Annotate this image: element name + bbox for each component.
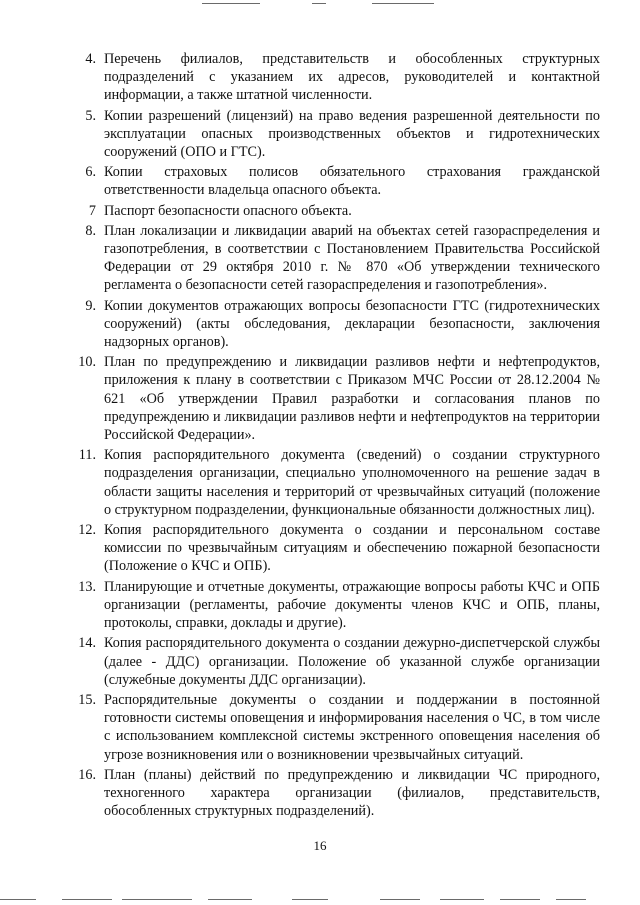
item-text: Перечень филиалов, представительств и обособленных структурных подразделений с указанием их адресов, руководителей и контактной информации, а также штатной численности.: [104, 51, 600, 104]
item-number: 11.: [78, 447, 96, 464]
item-text: Копия распорядительного документа о создании и персональном составе комиссии по чрезвычайным ситуациям и обеспечению пожарной безопасности (Положение о КЧС и ОПБ).: [104, 522, 600, 575]
item-number: 9.: [85, 297, 96, 314]
item-text: Копии разрешений (лицензий) на право ведения разрешенной деятельности по эксплуатации опасных производственных объектов и гидротехнических сооружений (ОПО и ГТС).: [104, 107, 600, 161]
item-text: Копия распорядительного документа (сведений) о создании структурного подразделения организации, специально уполномоченного на решение задач в области защиты населения и территорий от чрезвычайных ситуаций (положение о структурном подразделении, функциональные обязанности должностных лиц).: [104, 447, 600, 518]
item-text: Распорядительные документы о создании и поддержании в постоянной готовности системы оповещения и информирования населения о ЧС, в том числе с использованием комплексной системы экстренного оповещения населения об угрозе возникновения или о возникновении чрезвычайных ситуаций.: [104, 691, 600, 763]
list-item: [70, 297, 600, 352]
item-text: План (планы) действий по предупреждению и ликвидации ЧС природного, техногенного характера организации (филиалов, представительств, обособленных структурных подразделений).: [104, 766, 600, 820]
item-text: Копии страховых полисов обязательного страхования гражданской ответственности владельца опасного объекта.: [104, 164, 600, 199]
item-text: План по предупреждению и ликвидации разливов нефти и нефтепродуктов, приложения к плану в соответствии с Приказом МЧС России от 28.12.2004 № 621 «Об утверждении Правил разработки и согласования планов по предупреждению и ликвидации разливов нефти и нефтепродуктов на территории Российской Федерации».: [104, 354, 600, 444]
item-number: 12.: [78, 522, 96, 539]
list-item: [70, 163, 600, 199]
item-text: Копии документов отражающих вопросы безопасности ГТС (гидротехнических сооружений) (акты обследования, декларации безопасности, заключения надзорных органов).: [104, 297, 600, 351]
page-number: 16: [313, 838, 327, 853]
item-number: 13.: [78, 578, 96, 595]
bottom-scan-edge: [0, 899, 640, 901]
item-number: 7: [88, 202, 96, 219]
list-item: [70, 222, 600, 295]
item-number: 14.: [78, 635, 96, 652]
list-item: [70, 521, 600, 576]
item-number: 4.: [85, 51, 96, 67]
list-item: [70, 107, 600, 162]
item-text: План локализации и ликвидации аварий на объектах сетей газораспределения и газопотребления, в соответствии с Постановлением Правительства Российской Федерации от 29 октября 2010 г. № 870 «Об утверждении технического регламента о безопасности сетей газораспределения и газопотребления».: [104, 222, 600, 294]
list-item: [70, 634, 600, 689]
list-item: [70, 766, 600, 821]
item-text: Планирующие и отчетные документы, отражающие вопросы работы КЧС и ОПБ организации (регламенты, рабочие документы членов КЧС и ОПБ, планы, протоколы, справки, доклады и другие).: [104, 578, 600, 632]
top-scan-edge: [0, 3, 640, 5]
list-item: [70, 446, 600, 519]
list-item: [70, 50, 600, 105]
item-number: 8.: [85, 222, 96, 239]
item-text: Паспорт безопасности опасного объекта.: [104, 202, 352, 219]
list-item: [70, 578, 600, 633]
requirements-list: [70, 50, 600, 822]
item-text: Копия распорядительного документа о создании дежурно-диспетчерской службы (далее - ДДС) организации. Положение об указанной службе организации (служебные документы ДДС организации).: [104, 635, 600, 688]
item-number: 5.: [85, 107, 96, 124]
item-number: 16.: [78, 766, 96, 783]
list-item: [70, 202, 600, 220]
item-number: 10.: [78, 354, 96, 371]
item-number: 6.: [85, 164, 96, 181]
item-number: 15.: [78, 691, 96, 708]
list-item: [70, 691, 600, 764]
list-item: [70, 353, 600, 444]
